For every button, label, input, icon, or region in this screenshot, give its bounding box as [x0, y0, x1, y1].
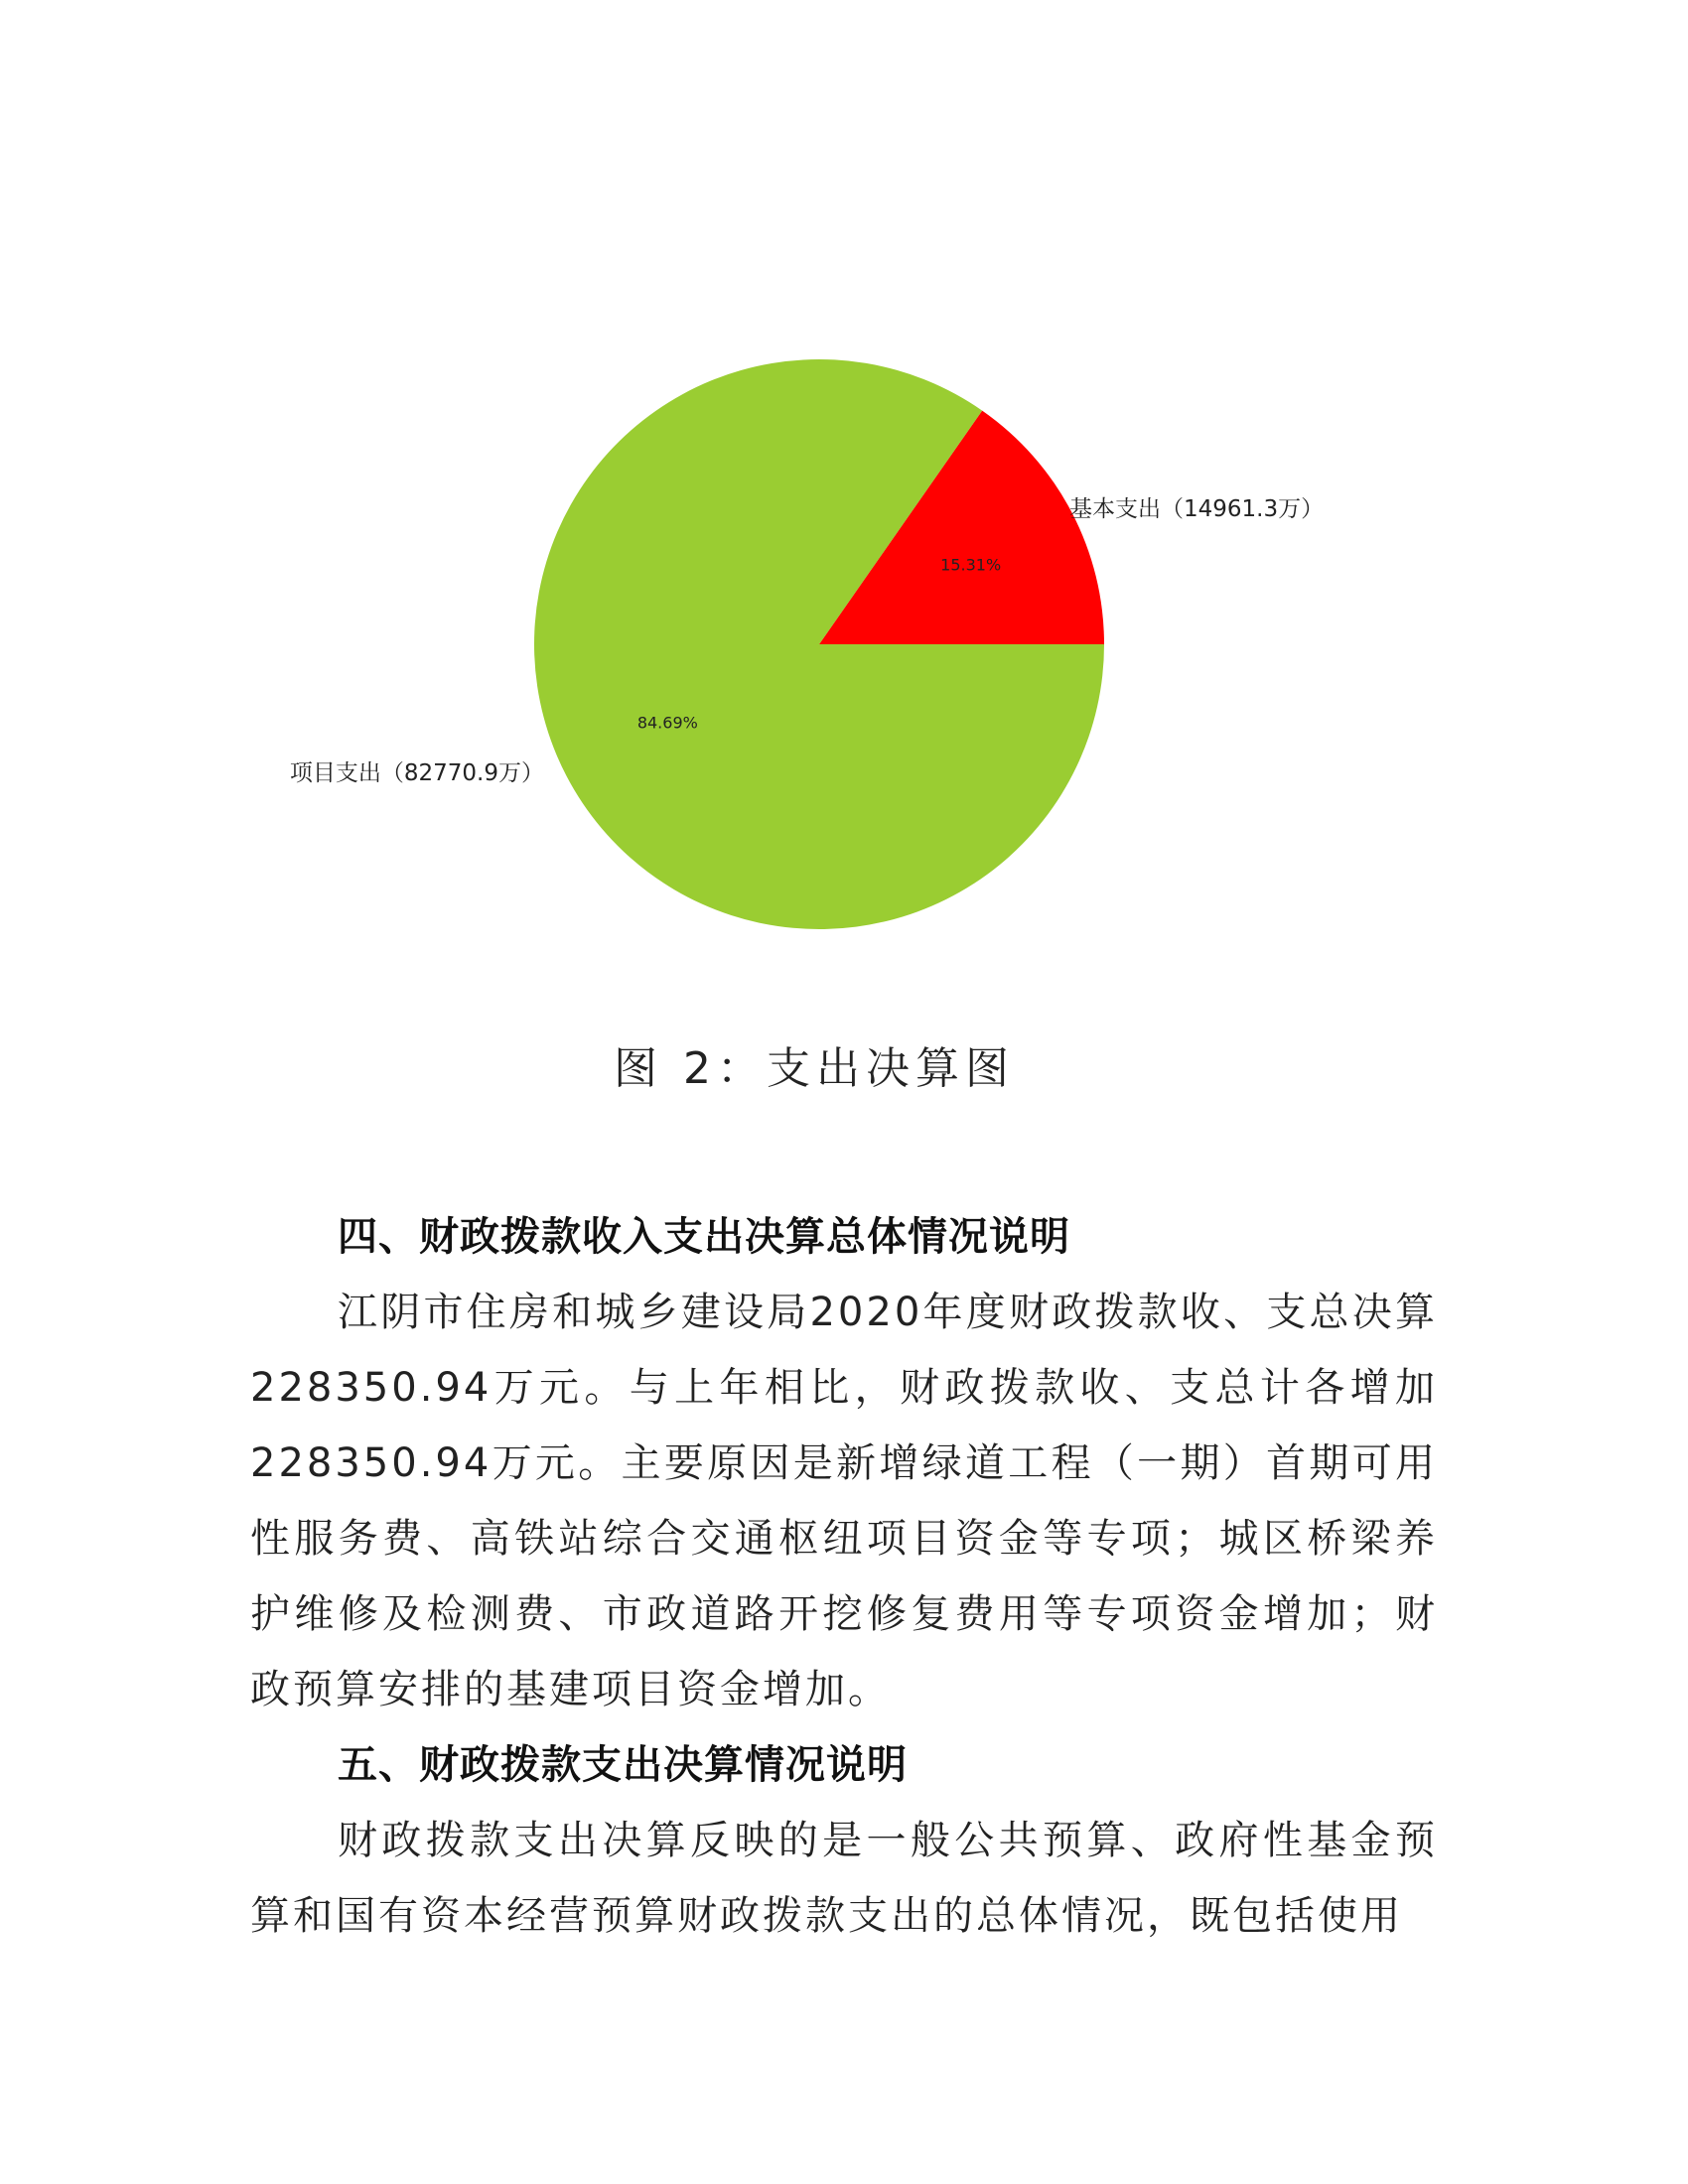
pie-percent-label-1: 84.69% — [636, 713, 698, 733]
expenditure-pie-chart — [0, 0, 1688, 993]
pie-chart-svg — [0, 0, 1688, 993]
section-5-heading: 五、财政拨款支出决算情况说明 — [338, 1742, 908, 1788]
pie-percent-label-0: 15.31% — [940, 555, 1002, 575]
section-4-heading: 四、财政拨款收入支出决算总体情况说明 — [338, 1214, 1070, 1260]
section-5-paragraph: 财政拨款支出决算反映的是一般公共预算、政府性基金预算和国有资本经营预算财政拨款支出的总体情况，既包括使用 — [250, 1818, 1438, 1939]
section-4-paragraph: 江阴市住房和城乡建设局2020年度财政拨款收、支总决算228350.94万元。与上年相比，财政拨款收、支总计各增加228350.94万元。主要原因是新增绿道工程（一期）首期可用性服务费、高铁站综合交通枢纽项目资金等专项；城区桥梁养护维修及检测费、市政道路开挖修复费用等专项资金增加；财政预算安排的基建项目资金增加。 — [250, 1290, 1438, 1712]
document-body — [250, 1199, 1438, 1954]
pie-category-label-0: 基本支出（14961.3万） — [1069, 496, 1325, 522]
figure-caption: 图 2：支出决算图 — [614, 1043, 1015, 1094]
pie-category-label-1: 项目支出（82770.9万） — [289, 760, 544, 786]
